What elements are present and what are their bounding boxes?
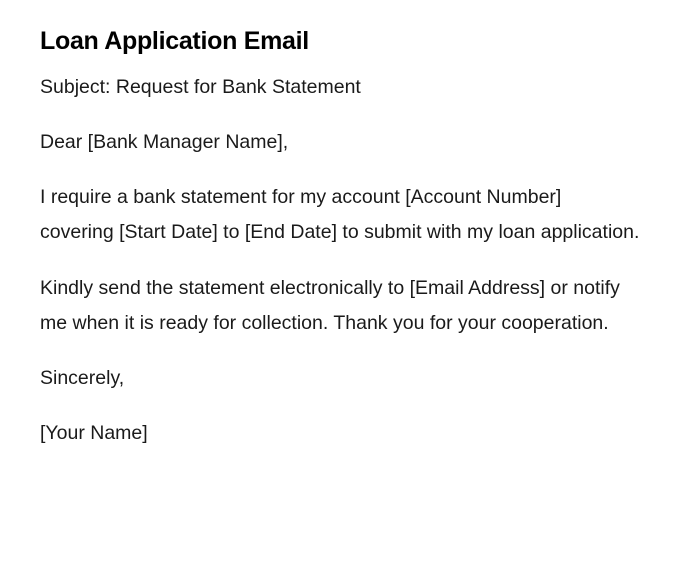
email-closing: Sincerely, <box>40 367 125 389</box>
email-signature: [Your Name] <box>40 422 148 444</box>
email-greeting: Dear [Bank Manager Name], <box>40 131 289 153</box>
email-subject: Subject: Request for Bank Statement <box>40 76 361 98</box>
email-body-paragraph-1: I require a bank statement for my account [Account Number] covering [Start Date] to [End Date] to submit with my loan application. <box>40 186 640 243</box>
page-title: Loan Application Email <box>40 27 309 55</box>
email-body-paragraph-2: Kindly send the statement electronically to [Email Address] or notify me when it is ready for collection. Thank you for your cooperation. <box>40 277 620 334</box>
